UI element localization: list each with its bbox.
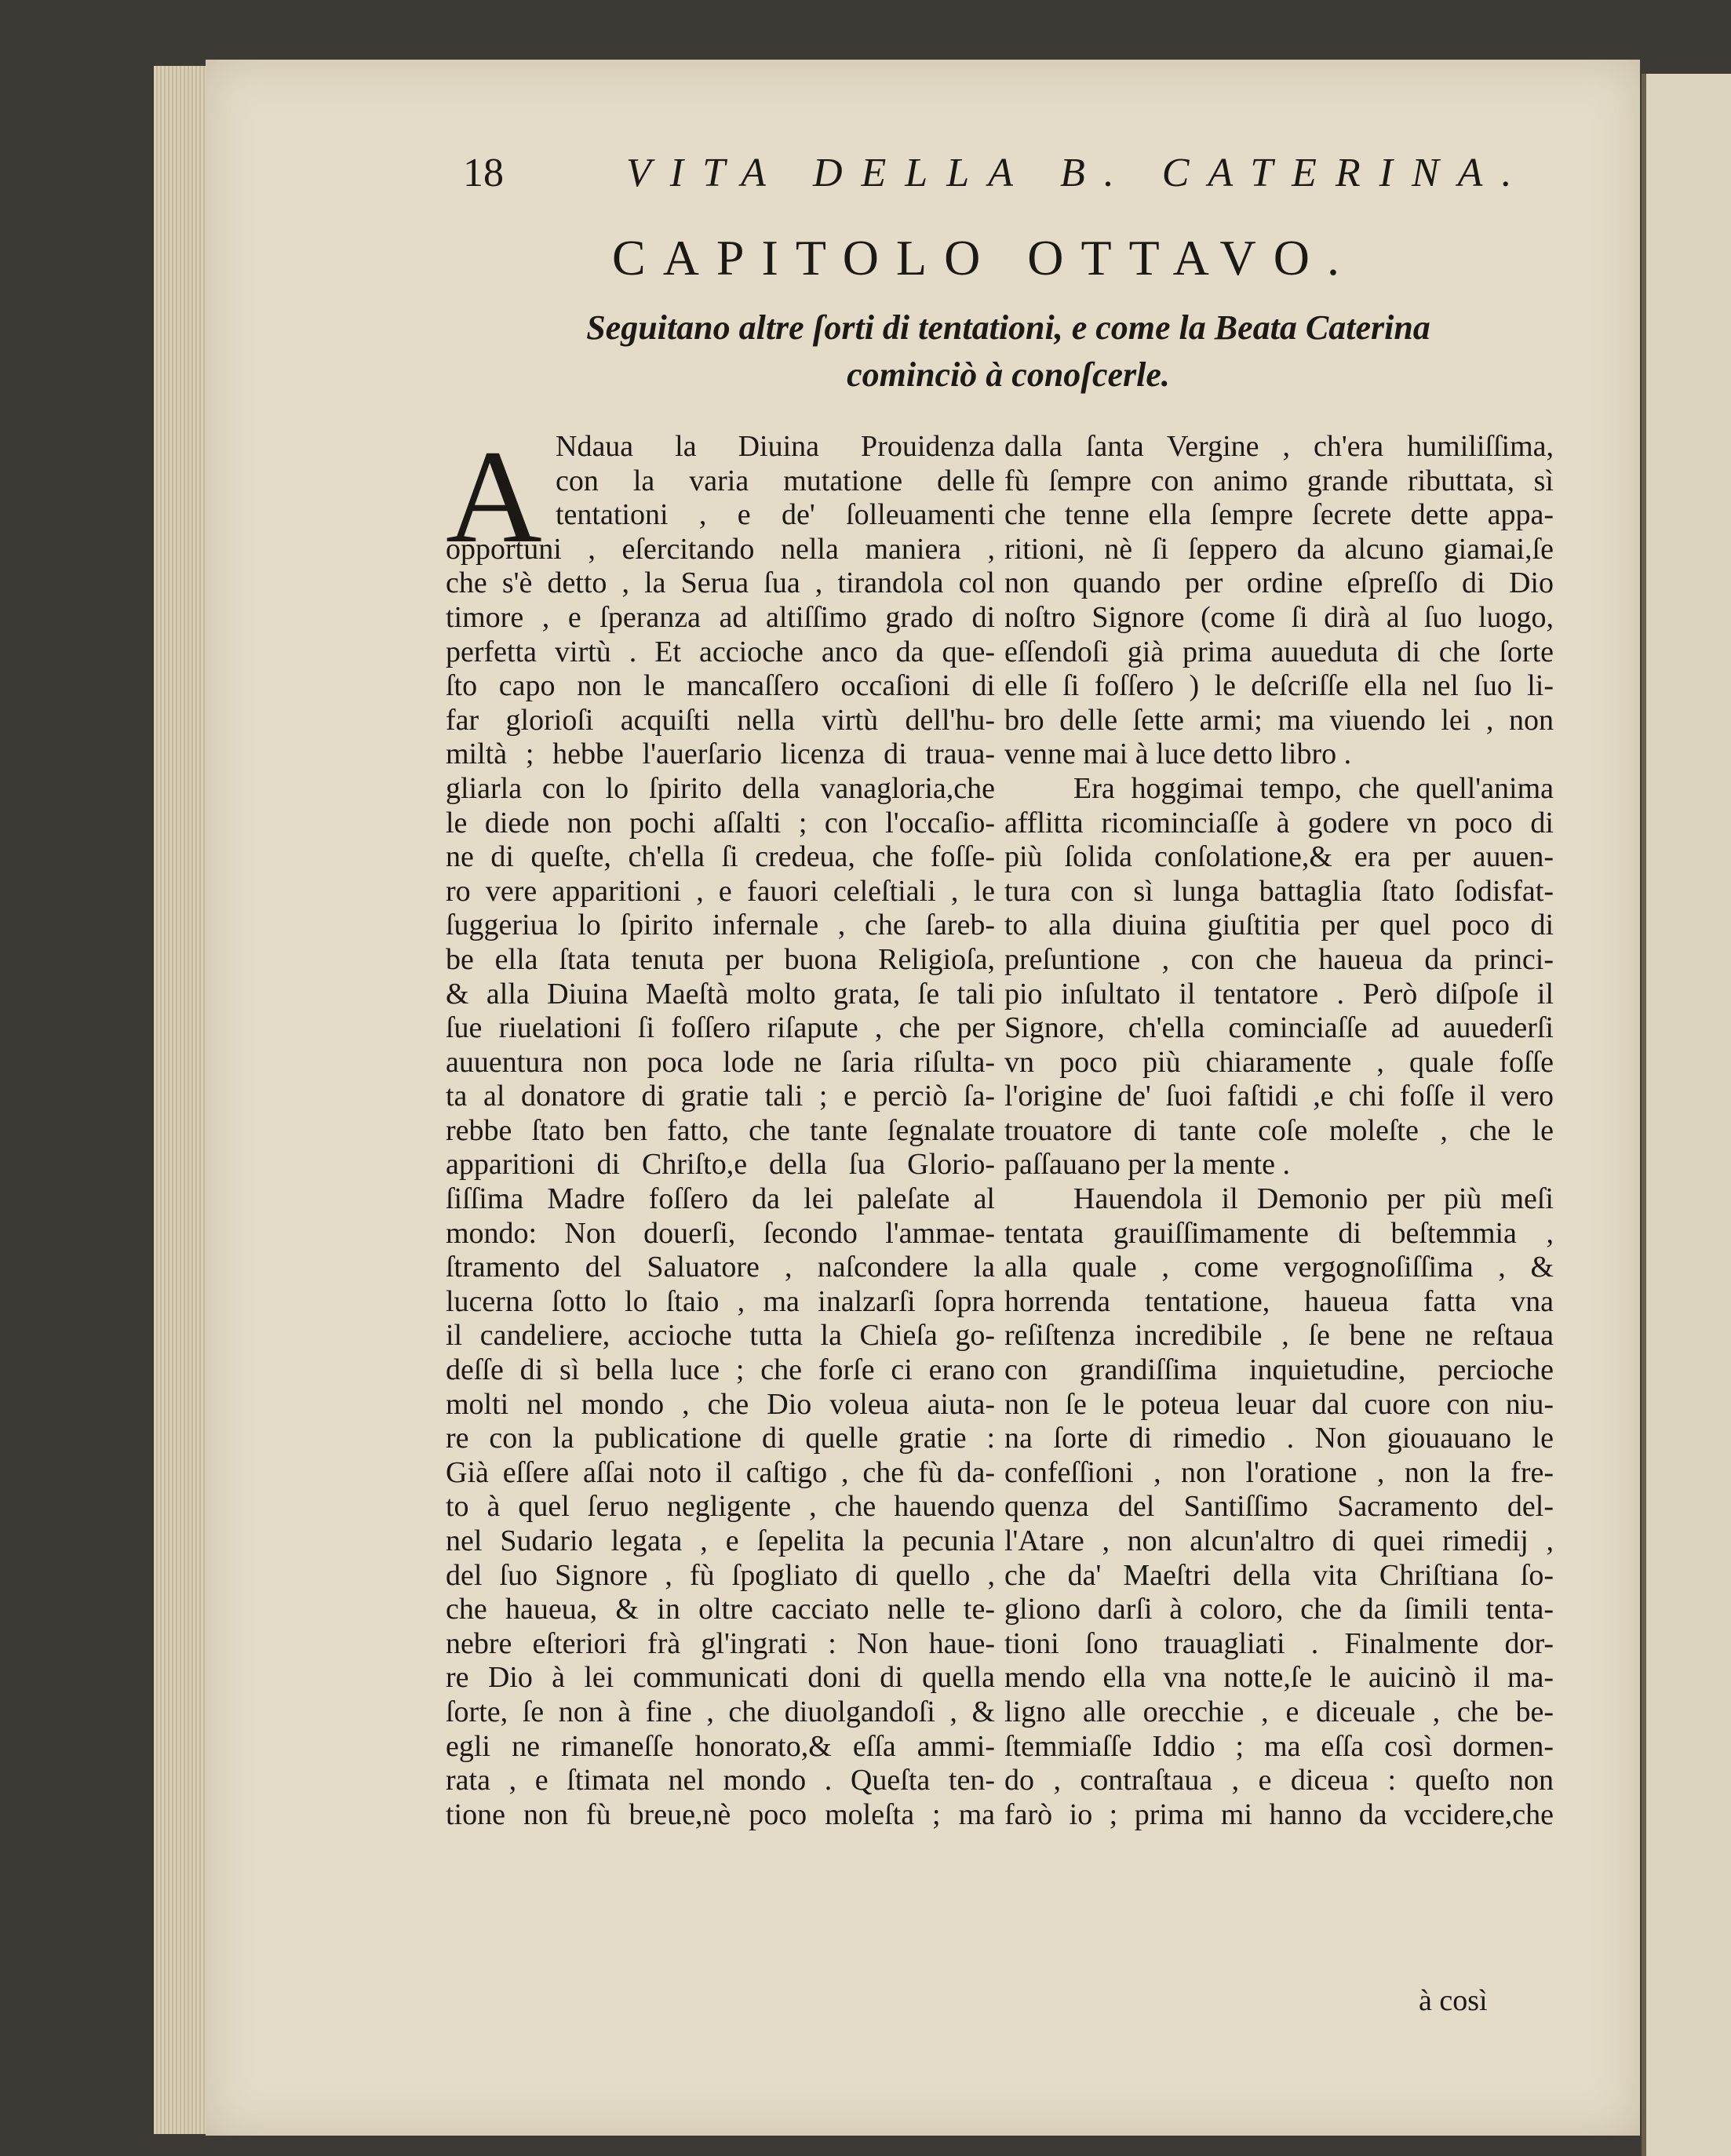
left-column: [446, 423, 995, 1832]
text-line: non ſe le poteua leuar dal cuore con niu-: [1004, 1387, 1554, 1421]
text-line: Hauendola il Demonio per più meſi: [1073, 1182, 1554, 1216]
text-line: tentata grauiſſimamente di beſtemmia ,: [1004, 1216, 1554, 1250]
text-line: rebbe ſtato ben fatto, che tante ſegnalate: [446, 1113, 995, 1147]
text-line: dalla ſanta Vergine , ch'era humiliſſima,: [1004, 430, 1554, 463]
text-line: farò io ; prima mi hanno da vccidere,che: [1004, 1797, 1554, 1831]
facing-page-edge: [1642, 74, 1731, 2156]
text-line: gliono darſi à coloro, che da ſimili tenta-: [1004, 1593, 1554, 1626]
text-line: che haueua, & in oltre cacciato nelle te-: [446, 1593, 995, 1626]
text-line: il candeliere, accioche tutta la Chieſa go-: [446, 1319, 995, 1353]
running-head: [463, 146, 1562, 201]
text-line: fù ſempre con animo grande ributtata, sì: [1004, 464, 1554, 497]
text-line: apparitioni di Chriſto,e della ſua Glorio-: [446, 1148, 995, 1182]
text-line: nebre eſteriori frà gl'ingrati : Non haue-: [446, 1626, 995, 1660]
text-line: ſto capo non le mancaſſero occaſioni di: [446, 669, 995, 703]
text-line: non quando per ordine eſpreſſo di Dio: [1004, 566, 1554, 600]
text-line: elle ſi foſſero ) le deſcriſſe ella nel ſuo li-: [1004, 669, 1554, 703]
text-line: Signore, ch'ella cominciaſſe ad auuederſi: [1004, 1011, 1554, 1045]
text-line: ſuggeriua lo ſpirito infernale , che ſareb-: [446, 909, 995, 942]
page-number: 18: [463, 151, 504, 195]
text-line: & alla Diuina Maeſtà molto grata, ſe tali: [446, 977, 995, 1011]
text-line: preſuntione , con che haueua da princi-: [1004, 942, 1554, 976]
text-line: quenza del Santiſſimo Sacramento del-: [1004, 1490, 1554, 1524]
text-line: auuentura non poca lode ne ſaria riſulta-: [446, 1045, 995, 1079]
text-line: molti nel mondo , che Dio voleua aiuta-: [446, 1387, 995, 1421]
text-line: afflitta ricominciaſſe à godere vn poco di: [1004, 806, 1554, 839]
text-line: ne di queſte, ch'ella ſi credeua, che foſſe-: [446, 840, 995, 874]
text-line: noſtro Signore (come ſi dirà al ſuo luogo,: [1004, 600, 1554, 634]
chapter-title: CAPITOLO OTTAVO.: [612, 230, 1357, 286]
text-line: paſſauano per la mente .: [1004, 1148, 1291, 1182]
text-line: mendo ella vna notte,ſe le auicinò il ma-: [1004, 1661, 1554, 1695]
chapter-subtitle: [439, 304, 1577, 399]
text-line: ſiſſima Madre foſſero da lei paleſate al: [446, 1182, 995, 1216]
text-line: horrenda tentatione, haueua fatta vna: [1004, 1284, 1554, 1318]
text-line: nel Sudario legata , e ſepelita la pecunia: [446, 1524, 995, 1557]
text-line: egli ne rimaneſſe honorato,& eſſa ammi-: [446, 1729, 995, 1763]
text-line: opportuni , eſercitando nella maniera ,: [446, 532, 995, 566]
subtitle-line-1: Seguitano altre ſorti di tentationi, e come la Beata Caterina: [586, 308, 1430, 347]
text-line: bro delle ſette armi; ma viuendo lei , non: [1004, 703, 1554, 737]
text-line: to à quel ſeruo negligente , che hauendo: [446, 1490, 995, 1524]
text-line: alla quale , come vergognoſiſſima , &: [1004, 1251, 1554, 1284]
text-line: tioni ſono trauagliati . Finalmente dor-: [1004, 1626, 1554, 1660]
text-line: rata , e ſtimata nel mondo . Queſta ten-: [446, 1764, 995, 1797]
text-line: far glorioſi acquiſti nella virtù dell'hu-: [446, 703, 995, 737]
text-line: miltà ; hebbe l'auerſario licenza di traua-: [446, 737, 995, 771]
text-line: le diede non pochi aſſalti ; con l'occaſio-: [446, 806, 995, 839]
text-line: trouatore di tante coſe moleſte , che le: [1004, 1113, 1554, 1147]
text-line: mondo: Non douerſi, ſecondo l'ammae-: [446, 1216, 995, 1250]
text-line: deſſe di sì bella luce ; che forſe ci erano: [446, 1353, 995, 1387]
text-line: do , contraſtaua , e diceua : queſto non: [1004, 1764, 1554, 1797]
text-line: ſorte, ſe non à fine , che diuolgandoſi , &: [446, 1695, 995, 1728]
text-line: con la varia mutatione delle: [556, 464, 995, 497]
text-line: reſiſtenza incredibile , ſe bene ne reſtaua: [1004, 1319, 1554, 1353]
text-line: ſtemmiaſſe Iddio ; ma eſſa così dormen-: [1004, 1729, 1554, 1763]
text-line: re Dio à lei communicati doni di quella: [446, 1661, 995, 1695]
text-line: ligno alle orecchie , e diceuale , che be-: [1004, 1695, 1554, 1728]
text-line: l'Atare , non alcun'altro di quei rimedij ,: [1004, 1524, 1554, 1557]
drop-cap: A: [446, 423, 542, 570]
text-line: tura con sì lunga battaglia ſtato ſodisfat-: [1004, 874, 1554, 908]
subtitle-line-2: cominciò à conoſcerle.: [847, 355, 1170, 394]
text-line: gliarla con lo ſpirito della vanagloria,che: [446, 771, 995, 805]
page-edges: [154, 66, 209, 2134]
text-line: confeſſioni , non l'oratione , non la fre-: [1004, 1455, 1554, 1489]
text-line: lucerna ſotto lo ſtaio , ma inalzarſi ſopra: [446, 1284, 995, 1318]
text-line: ſtramento del Saluatore , naſcondere la: [446, 1251, 995, 1284]
text-line: eſſendoſi già prima auueduta di che ſorte: [1004, 635, 1554, 668]
text-line: l'origine de' ſuoi faſtidi ,e chi foſſe il vero: [1004, 1080, 1554, 1113]
text-line: ta al donatore di gratie tali ; e perciò ſa-: [446, 1080, 995, 1113]
text-line: re con la publicatione di quelle gratie :: [446, 1422, 995, 1455]
text-line: tione non fù breue,nè poco moleſta ; ma: [446, 1797, 995, 1831]
right-column: [1004, 430, 1554, 1832]
text-line: che s'è detto , la Serua ſua , tirandola col: [446, 566, 995, 600]
catchword: à così: [1419, 1984, 1488, 2017]
text-line: perfetta virtù . Et accioche anco da que-: [446, 635, 995, 668]
text-line: Già eſſere aſſai noto il caſtigo , che fù da-: [446, 1455, 995, 1489]
text-line: vn poco più chiaramente , quale foſſe: [1004, 1045, 1554, 1079]
book-title: VITA DELLA B. CATERINA.: [626, 151, 1531, 195]
text-line: be ella ſtata tenuta per buona Religioſa,: [446, 942, 995, 976]
text-line: tentationi , e de' ſolleuamenti: [556, 498, 995, 532]
text-line: più ſolida conſolatione,& era per auuen-: [1004, 840, 1554, 874]
text-line: ritioni, nè ſi ſeppero da alcuno giamai,ſe: [1004, 532, 1554, 566]
text-line: pio inſultato il tentatore . Però diſpoſe il: [1004, 977, 1554, 1011]
text-line: che tenne ella ſempre ſecrete dette appa-: [1004, 498, 1554, 532]
text-line: venne mai à luce detto libro .: [1004, 737, 1352, 771]
text-line: ſue riuelationi ſi foſſero riſapute , che per: [446, 1011, 995, 1045]
text-line: che da' Maeſtri della vita Chriſtiana ſo-: [1004, 1558, 1554, 1592]
text-line: Ndaua la Diuina Prouidenza: [556, 430, 995, 463]
text-line: con grandiſſima inquietudine, percioche: [1004, 1353, 1554, 1387]
text-line: na ſorte di rimedio . Non giouauano le: [1004, 1422, 1554, 1455]
text-line: timore , e ſperanza ad altiſſimo grado di: [446, 600, 995, 634]
text-line: to alla diuina giuſtitia per quel poco di: [1004, 909, 1554, 942]
text-line: Era hoggimai tempo, che quell'anima: [1073, 771, 1554, 805]
text-line: ro vere apparitioni , e fauori celeſtiali , le: [446, 874, 995, 908]
text-line: del ſuo Signore , fù ſpogliato di quello ,: [446, 1558, 995, 1592]
